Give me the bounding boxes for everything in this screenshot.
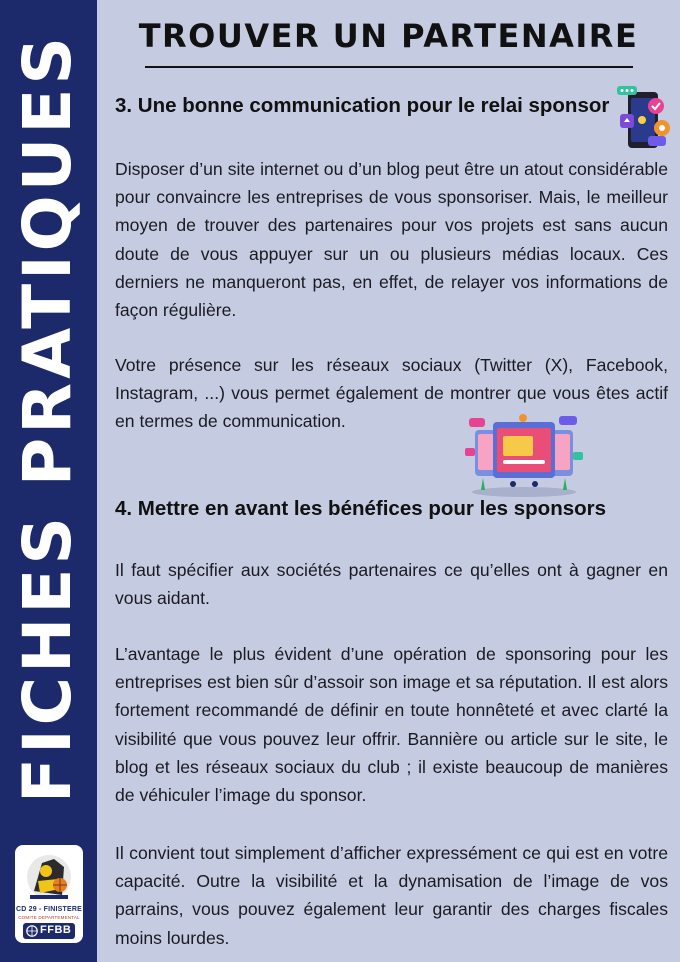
section-3-paragraph-2: Votre présence sur les réseaux sociaux (Twitter (X), Facebook, Instagram, ...) vous permet également de montrer que vous êtes actif en termes de communication. <box>115 355 668 432</box>
section-3-heading: 3. Une bonne communication pour le relai sponsor <box>115 94 610 117</box>
sidebar <box>0 0 97 962</box>
ffbb-text: FFBB <box>40 924 72 936</box>
page-title: TROUVER UN PARTENAIRE <box>138 17 639 55</box>
title-divider <box>145 66 633 68</box>
ffbb-badge <box>23 923 75 939</box>
social-media-screens-illustration <box>463 412 585 498</box>
cd29-logo <box>15 845 83 943</box>
section-4-paragraph-1: Il faut spécifier aux sociétés partenaires ce qu’elles ont à gagner en vous aidant. <box>115 560 668 609</box>
logo-line2: COMITE DEPARTEMENTAL <box>18 915 80 920</box>
basketball-mascot-logo <box>24 851 74 905</box>
ffbb-ball-icon <box>26 925 38 937</box>
logo-line1: CD 29 - FINISTERE <box>15 906 83 913</box>
section-4-paragraph-2: L’avantage le plus évident d’une opération de sponsoring pour les entreprises est bien sûr d’assoir son image et sa réputation. Il est alors fortement recommandé de définir en toute honnêteté et avec clarté la visibilité que vous pouvez leur offrir. Bannière ou article sur le site, le blog et les réseaux sociaux du club ; il existe beaucoup de manières de véhiculer l’image du sponsor. <box>115 644 668 806</box>
section-3-paragraph-1: Disposer d’un site internet ou d’un blog peut être un atout considérable pour convaincre les entreprises de vous sponsoriser. Mais, le meilleur moyen de trouver des partenaires pour vos projets est sans aucun doute de vous appuyer sur un ou plusieurs médias locaux. Ces derniers ne manqueront pas, en effet, de relayer vos informations de façon régulière. <box>115 159 668 321</box>
section-4-paragraph-3: Il convient tout simplement d’afficher expressément ce qui est en votre capacité. Outre la visibilité et la dynamisation de l’image de vos parrains, vous pouvez également leur garantir des charges fiscales moins lourdes. <box>115 843 668 948</box>
section-4-heading: 4. Mettre en avant les bénéfices pour les sponsors <box>115 497 607 520</box>
phone-social-media-icon <box>612 84 672 152</box>
sidebar-title: FICHES PRATIQUES <box>9 33 86 803</box>
